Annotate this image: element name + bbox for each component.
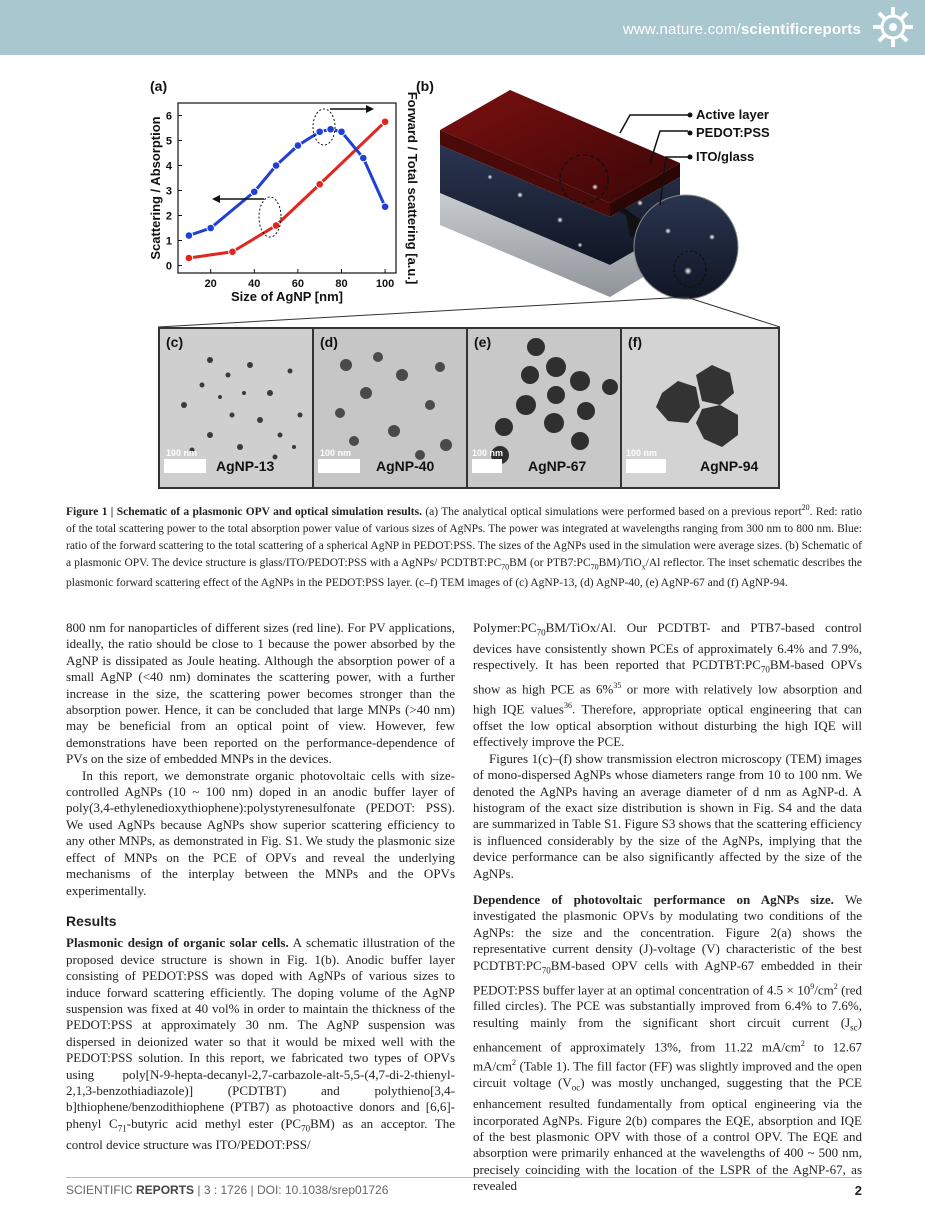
scale-label-f: 100 nm <box>626 448 658 458</box>
caption-title: Schematic of a plasmonic OPV and optical simulation results. <box>116 505 422 518</box>
data-point-0 <box>381 118 389 126</box>
series-line-0 <box>189 122 385 258</box>
y-tick-label: 4 <box>165 160 172 173</box>
arrow-right-head <box>366 105 374 113</box>
scale-bar-d <box>318 459 360 473</box>
figure-1 <box>140 75 800 493</box>
paragraph: In this report, we demonstrate organic photovoltaic cells with size-controlled AgNPs (10 ~ 100 nm) doped in an anodic buffer layer of poly(3,4-ethylenedioxythiophene):polystyrenesulfonate (PEDOT: PSS). We used AgNPs because AgNPs show superior scattering efficiency to any other MNPs, as demonstrated in Fig. S1. We study the plasmonic size effect of MNPs on the PCE of OPVs and reveal the underlying mechanisms of the interplay between the MNPs and the OPVs experimentally. <box>66 767 455 898</box>
tem-name-f: AgNP-94 <box>700 458 759 474</box>
y-tick-label: 2 <box>165 210 172 223</box>
chart-a <box>148 92 420 304</box>
tem-name-c: AgNP-13 <box>216 458 275 474</box>
data-point-0 <box>229 248 237 256</box>
series-line-1 <box>189 129 385 235</box>
figure-caption: Figure 1 | Schematic of a plasmonic OPV and optical simulation results. (a) The analytical optical simulations were performed based on a previous report$^{20}$. Red: ratio of the total scattering power to the total absorption power value of various sizes of AgNPs. The power was integrated at wavelengths ranging from 300 nm to 800 nm. Blue: ratio of the forward scattering to the total scattering of a spherical AgNP in PEDOT:PSS. The sizes of the AgNPs used in the simulation were average sizes. (b) Schematic of a plasmonic OPV. The device structure is glass/ITO/PEDOT:PSS with a AgNPs/ $PCDTBT:PC_{70}BM$ (or $PTB7:PC_{70}BM)/TiO_x/Al$ reflector. The inset schematic describes the plasmonic forward scattering effect of the AgNPs in the PEDOT:PSS layer. (c–f) TEM images of (c) AgNP-13, (d) AgNP-40, (e) AgNP-67 and (f) AgNP-94. <box>66 503 863 590</box>
data-point-1 <box>294 142 302 150</box>
y-tick-label: 1 <box>165 235 172 248</box>
scale-label-e: 100 nm <box>472 448 504 458</box>
page-footer <box>66 1183 862 1197</box>
panel-label-b: (b) <box>416 78 434 94</box>
panel-label-f: (f) <box>628 334 642 350</box>
tem-panel-c <box>160 329 312 487</box>
right-column <box>473 620 862 1195</box>
panel-label-d: (d) <box>320 334 338 350</box>
tem-panel-f <box>622 329 778 487</box>
journal-url[interactable]: www.nature.com/scientificreports <box>622 21 861 38</box>
data-point-1 <box>251 188 259 196</box>
paragraph: $Polymer:PC_{70}BM/TiOx/Al$. Our PCDTBT- and PTB7-based control devices have consistently shown PCEs of approximately 6.4% and 7.9%, respectively. It has been reported that $PCDTBT:PC_{70}BM$-based OPVs show as high PCE as 6%$^{35}$ or more with relatively low absorption and high IQE values$^{36}$. Therefore, appropriate optical engineering that can offset the low optical absorption without disturbing the high IQE will effectively improve the PCE. <box>473 620 863 750</box>
scale-bar-f <box>626 459 666 473</box>
data-point-1 <box>327 125 335 133</box>
citation: | 3 : 1726 | DOI: 10.1038/srep01726 <box>194 1183 389 1197</box>
y-axis-title: Scattering / Absorption <box>148 116 163 260</box>
tem-panel-e <box>468 329 620 487</box>
journal-header <box>0 0 925 55</box>
scale-bar-e <box>472 459 502 473</box>
section-heading-results: Results <box>66 912 117 929</box>
paragraph: Dependence of photovoltaic performance on AgNPs size. We investigated the plasmonic OPVs by modulating two conditions of the AgNPs: the size and the concentration. Figure 2(a) shows the representative current density (J)-voltage (V) characteristic of the best $PCDTBT:PC_{70}BM$-based OPV cells with AgNP-67 embedded in their PEDOT:PSS buffer layer at an optimal concentration of $4.5 \times 10^9/cm^2$ (red filled circles). The PCE was substantially improved from 6.4% to 7.6%, resulting mainly from the significant short circuit current $(J_{sc})$ enhancement of approximately 13%, from 11.22 $mA/cm^2$ to 12.67 $mA/cm^2$ (Table 1). The fill factor (FF) was slightly improved and the open circuit voltage $(V_{oc})$ was mostly unchanged, suggesting that the PCE enhancement resulted fundamentally from optical engineering via the incorporated AgNPs. Figure 2(b) compares the EQE, absorption and IQE of the best plasmonic OPV with those of a control OPV. The EQE and absorption were primarily enhanced at the wavelengths of 400 ~ 500 nm, precisely coinciding with the location of the LSPR of the AgNP-67, as revealed <box>473 891 862 1194</box>
y-tick-label: 5 <box>165 135 172 148</box>
tem-panel-d <box>314 329 466 487</box>
left-column <box>66 620 455 1153</box>
annotation-ellipse-red <box>259 197 281 237</box>
chart-frame <box>178 103 396 273</box>
caption-label: Figure 1 | <box>66 505 114 518</box>
x-tick-label: 40 <box>248 278 261 290</box>
data-point-1 <box>338 128 346 136</box>
data-point-1 <box>272 162 280 170</box>
paragraph: 800 nm for nanoparticles of different sizes (red line). For PV applications, ideally, the ratio should be close to 1 because the power absorbed by the AgNP is dissipated as Joule heating. Although the absorption power of a small AgNP (<40 nm) dominates the scattering power, with a further increase in the size, the scattering power becomes stronger than the absorption power. Hence, it can be concluded that large MNPs (>40 nm) may be beneficial from an optical point of view. However, few demonstrations have been reported on the performance-dependence of PVs on the size of embedded MNPs in the devices. <box>66 620 455 767</box>
journal-name-light: SCIENTIFIC <box>66 1183 133 1197</box>
scale-label-c: 100 nm <box>166 448 198 458</box>
y-tick-label: 6 <box>165 110 172 123</box>
chart-series <box>185 118 389 262</box>
arrow-left-head <box>212 195 220 203</box>
footer-rule <box>66 1177 862 1178</box>
data-point-0 <box>272 222 280 230</box>
x-tick-label: 100 <box>375 278 395 290</box>
x-tick-label: 20 <box>204 278 217 290</box>
scale-bar-c <box>164 459 206 473</box>
x-tick-label: 80 <box>335 278 348 290</box>
page-number: 2 <box>854 1183 862 1198</box>
y-tick-label: 0 <box>165 260 172 273</box>
scale-label-d: 100 nm <box>320 448 352 458</box>
panel-label-c: (c) <box>166 334 184 350</box>
label-active-layer: Active layer <box>696 107 769 122</box>
label-ito-glass: ITO/glass <box>696 149 755 164</box>
y-axis-ticks <box>166 111 182 273</box>
data-point-0 <box>185 254 193 262</box>
paragraph: Plasmonic design of organic solar cells. A schematic illustration of the proposed device structure is shown in Fig. 1(b). Anodic buffer layer consisting of PEDOT:PSS was doped with AgNPs of various sizes to induce forward scattering efficiently. The doping volume of the AgNP suspension was fixed at 40 vol% in order to maintain the thickness of the PEDOT:PSS at approximately 30 nm. The AgNP suspension was dispersed in deionized water so that it would be mixed well with the PEDOT:PSS solution. In this report, we fabricated two types of OPVs using poly[N-9-hepta-decanyl-2,7-carbazole-alt-5,5-(4,7-di-2-thienyl-2,1,3-benzothiadiazole)] (PCDTBT) and polythieno[3,4-b]thiophene/benzodithiophene (PTB7) as photoactive donors and [6,6]-phenyl $C_{71}$-butyric acid methyl ester $(PC_{70}BM)$ as an acceptor. The control device structure was ITO/PEDOT:PSS/ <box>66 935 455 1152</box>
tem-name-e: AgNP-67 <box>528 458 587 474</box>
data-point-1 <box>316 128 324 136</box>
data-point-1 <box>185 232 193 240</box>
panel-label-a: (a) <box>150 78 168 94</box>
data-point-1 <box>360 154 368 162</box>
journal-name-bold: REPORTS <box>136 1183 195 1197</box>
x-axis-title: Size of AgNP [nm] <box>231 289 343 304</box>
data-point-0 <box>316 180 324 188</box>
tem-strip <box>158 327 780 489</box>
y-tick-label: 3 <box>165 185 172 198</box>
panel-label-e: (e) <box>474 334 492 350</box>
x-tick-label: 60 <box>291 278 305 290</box>
inset-circle <box>634 195 738 299</box>
gear-logo-icon <box>871 5 915 49</box>
data-point-1 <box>381 203 389 211</box>
label-pedot-pss: PEDOT:PSS <box>696 125 770 140</box>
x-axis-ticks <box>205 269 395 290</box>
tem-name-d: AgNP-40 <box>376 458 435 474</box>
paragraph: Figures 1(c)–(f) show transmission electron microscopy (TEM) images of mono-dispersed AgNPs whose diameters range from 10 to 100 nm. We denoted the AgNPs having an average diameter of d nm as AgNP-d. A histogram of the exact size distribution is shown in Fig. S4 and the data are summarized in Table S1. Figure S3 shows that the scattering efficiency is influenced considerably by the size of the AgNPs, implying that the device performance can be also significantly affected by the size of the AgNPs. <box>473 750 862 881</box>
data-point-1 <box>207 224 215 232</box>
y-axis-title-right: Forward / Total scattering [a.u.] <box>405 91 420 285</box>
